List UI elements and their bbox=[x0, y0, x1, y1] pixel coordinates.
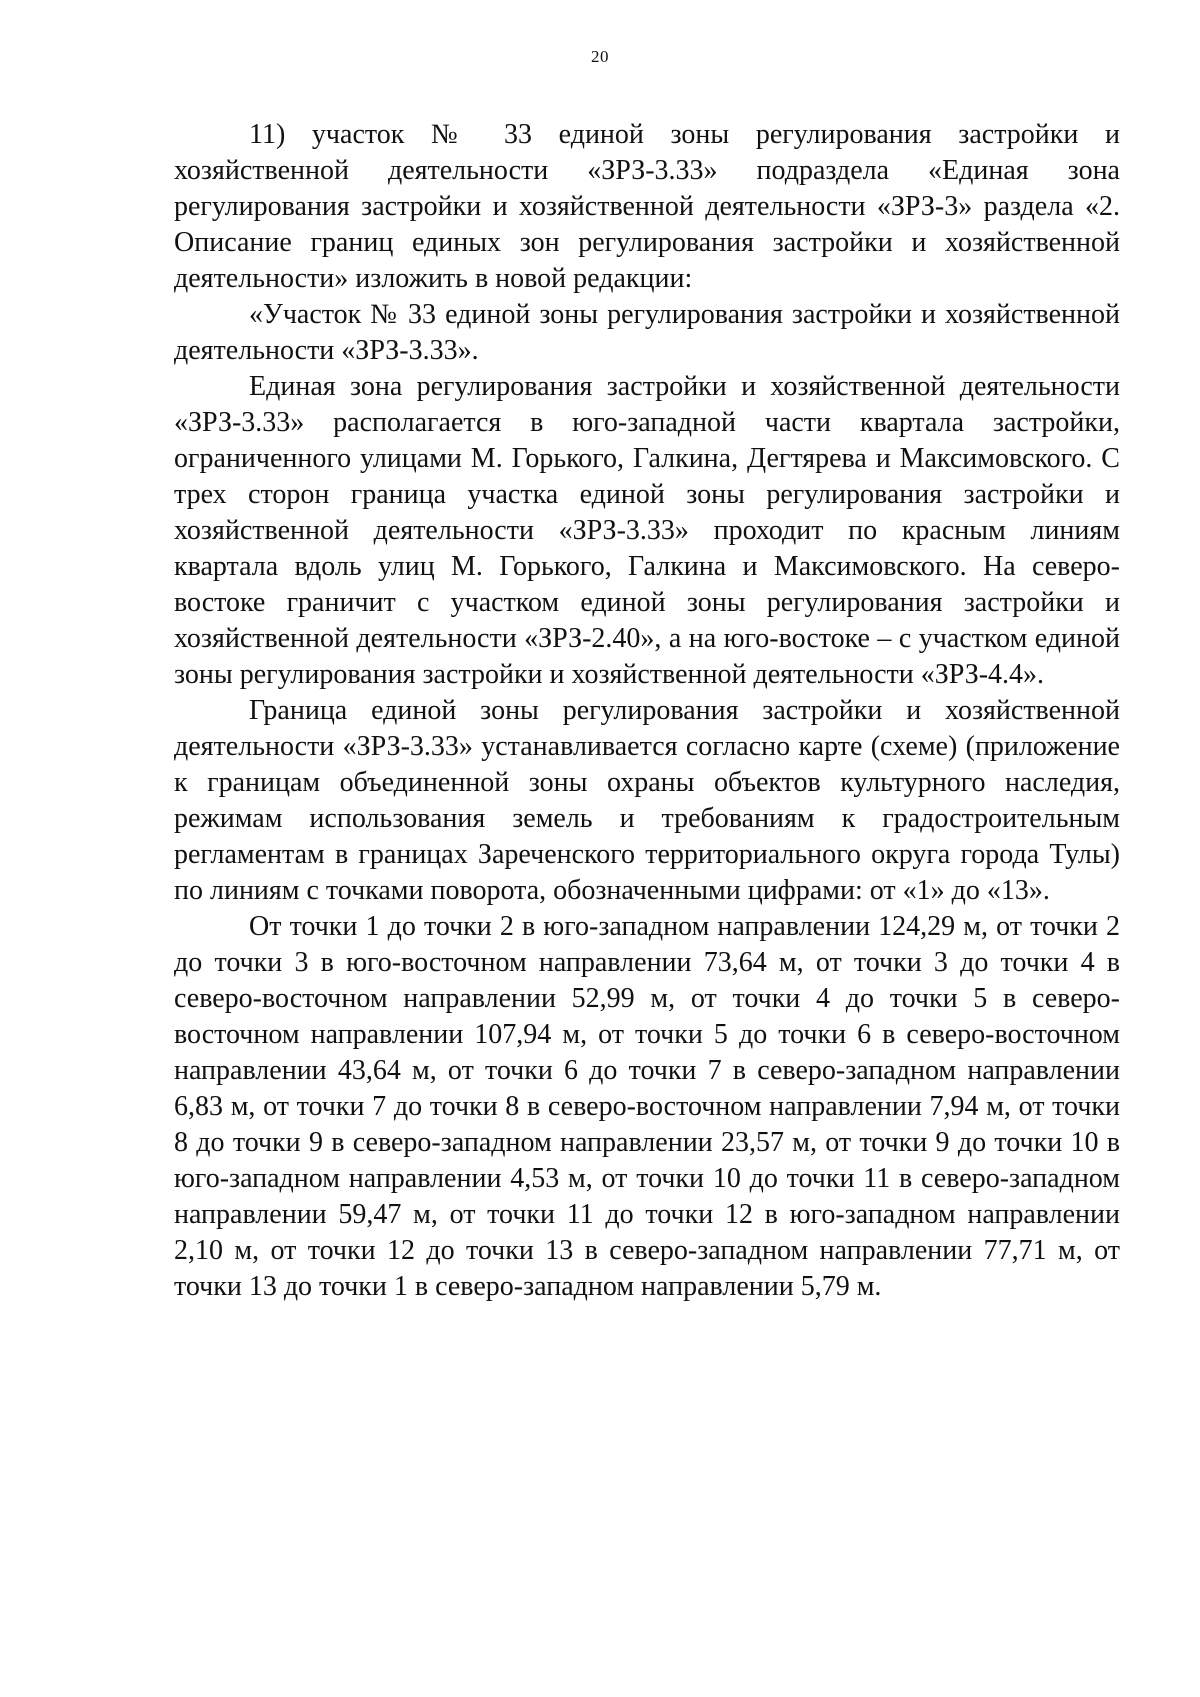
page-number: 20 bbox=[591, 47, 609, 66]
paragraph-zone-location: Единая зона регулирования застройки и хозяйственной деятельности «ЗРЗ-3.33» располагается в юго-западной части квартала застройки, ограниченного улицами М. Горького, Галкина, Дегтярева и Максимовского. С трех сторон граница участка единой зоны регулирования застройки и хозяйственной деятельности «ЗРЗ-3.33» проходит по красным линиям квартала вдоль улиц М. Горького, Галкина и Максимовского. На северо-востоке граничит с участком единой зоны регулирования застройки и хозяйственной деятельности «ЗРЗ-2.40», а на юго-востоке – с участком единой зоны регулирования застройки и хозяйственной деятельности «ЗРЗ-4.4». bbox=[174, 371, 1120, 690]
paragraph-amendment-item: 11) участок № 33 единой зоны регулирования застройки и хозяйственной деятельности «ЗРЗ-3.33» подраздела «Единая зона регулирования застройки и хозяйственной деятельности «ЗРЗ-3» раздела «2. Описание границ единых зон регулирования застройки и хозяйственной деятельности» изложить в новой редакции: bbox=[174, 119, 1120, 294]
paragraph-boundary-points: От точки 1 до точки 2 в юго-западном направлении 124,29 м, от точки 2 до точки 3 в юго-восточном направлении 73,64 м, от точки 3 до точки 4 в северо-восточном направлении 52,99 м, от точки 4 до точки 5 в северо-восточном направлении 107,94 м, от точки 5 до точки 6 в северо-восточном направлении 43,64 м, от точки 6 до точки 7 в северо-западном направлении 6,83 м, от точки 7 до точки 8 в северо-восточном направлении 7,94 м, от точки 8 до точки 9 в северо-западном направлении 23,57 м, от точки 9 до точки 10 в юго-западном направлении 4,53 м, от точки 10 до точки 11 в северо-западном направлении 59,47 м, от точки 11 до точки 12 в юго-западном направлении 2,10 м, от точки 12 до точки 13 в северо-западном направлении 77,71 м, от точки 13 до точки 1 в северо-западном направлении 5,79 м. bbox=[174, 911, 1120, 1302]
paragraph-section-heading: «Участок № 33 единой зоны регулирования застройки и хозяйственной деятельности «ЗРЗ-3.33». bbox=[174, 299, 1120, 366]
document-body bbox=[174, 117, 1120, 1305]
paragraph-boundary-definition: Граница единой зоны регулирования застройки и хозяйственной деятельности «ЗРЗ-3.33» устанавливается согласно карте (схеме) (приложение к границам объединенной зоны охраны объектов культурного наследия, режимам использования земель и требованиям к градостроительным регламентам в границах Зареченского территориального округа города Тулы) по линиям с точками поворота, обозначенными цифрами: от «1» до «13». bbox=[174, 695, 1120, 906]
